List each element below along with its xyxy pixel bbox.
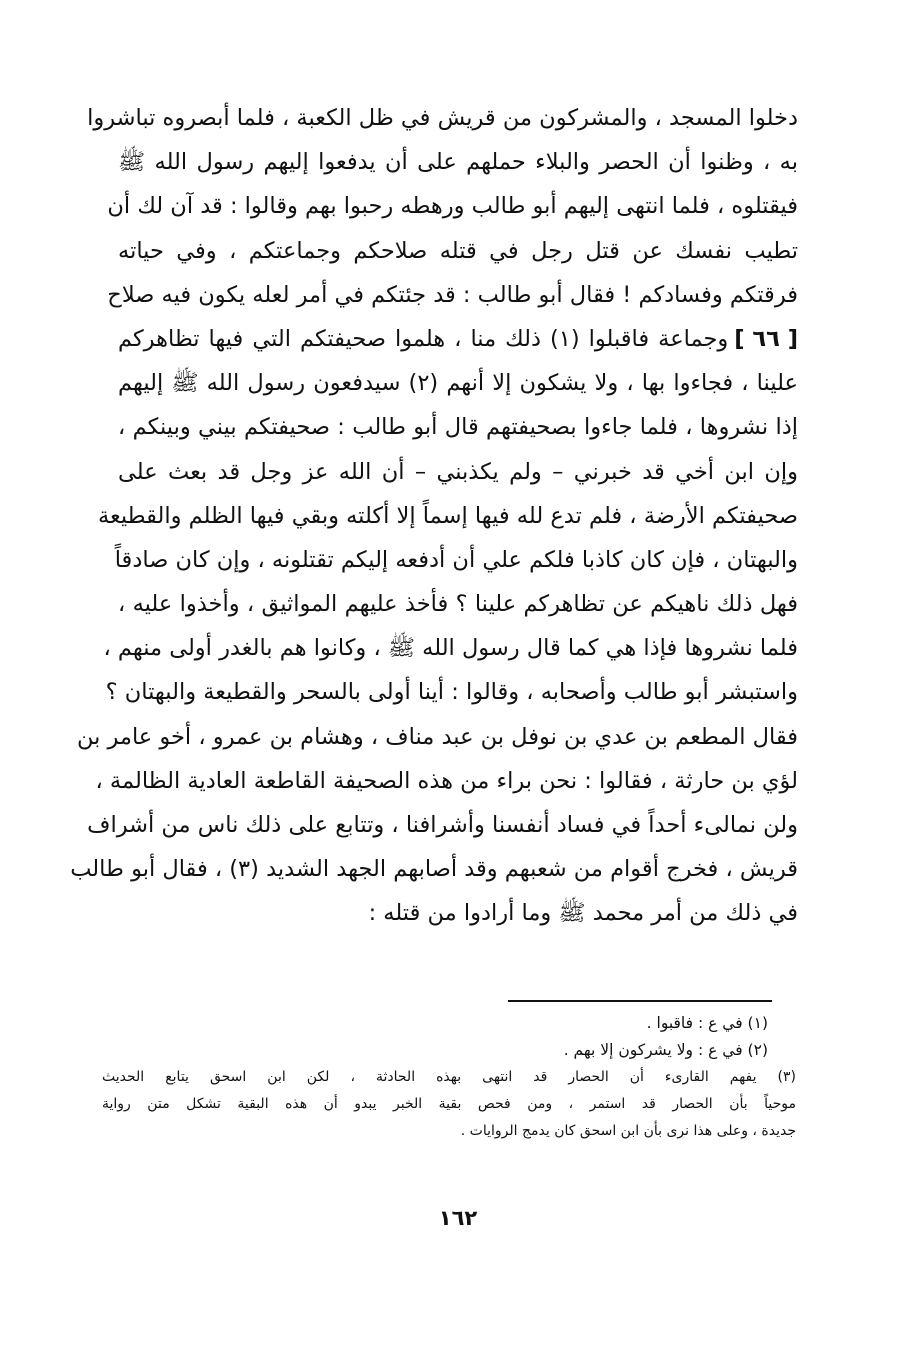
text-line: علينا ، فجاءوا بها ، ولا يشكون إلا أنهم (٢) سيدفعون رسول الله ﷺ إليهم — [118, 370, 798, 397]
text-line: ولن نمالىء أحداً في فساد أنفسنا وأشرافنا ، وتتابع على ذلك ناس من أشراف — [87, 812, 798, 838]
text-line: قريش ، فخرج أقوام من شعبهم وقد أصابهم الجهد الشديد (٣) ، فقال أبو طالب — [70, 856, 798, 883]
footnotes-block — [102, 1010, 796, 1145]
text-line: لؤي بن حارثة ، فقالوا : نحن براء من هذه الصحيفة القاطعة العادية الظالمة ، — [95, 767, 798, 794]
page-number: ١٦٢ — [438, 1206, 478, 1230]
text-line-last: في ذلك من أمر محمد ﷺ وما أرادوا من قتله : — [368, 900, 798, 927]
text-line: صحيفتكم الأرضة ، فلم تدع لله فيها إسماً إلا أكلته وبقي فيها الظلم والقطيعة — [97, 502, 798, 529]
text-line: وإن ابن أخي قد خبرني – ولم يكذبني – أن الله عز وجل قد بعث على — [118, 458, 798, 485]
text-line: فرقتكم وفسادكم ! فقال أبو طالب : قد جئتكم في أمر لعله يكون فيه صلاح — [107, 281, 798, 308]
text-line: إذا نشروها ، فلما جاءوا بصحيفتهم قال أبو طالب : صحيفتكم بيني وبينكم ، — [118, 414, 798, 441]
text-line: دخلوا المسجد ، والمشركون من قريش في ظل الكعبة ، فلما أبصروه تباشروا — [87, 105, 798, 131]
footnote-3-line-1: (٣) يفهم القارىء أن الحصار قد انتهى بهذه الحادثة ، لكن ابن اسحق يتابع الحديث — [102, 1069, 796, 1085]
text-line: فهل ذلك ناهيكم عن تظاهركم علينا ؟ فأخذ عليهم المواثيق ، وأخذوا عليه ، — [118, 591, 798, 618]
footnote-3-line-2: موحياً بأن الحصار قد استمر ، ومن فحص بقية الخبر يبدو أن هذه البقية تشكل متن رواية — [102, 1096, 796, 1112]
text-line: فقال المطعم بن عدي بن نوفل بن عبد مناف ، وهشام بن عمرو ، أخو عامر بن — [76, 723, 798, 750]
text-line: والبهتان ، فإن كان كاذبا فلكم علي أن أدفعه إليكم تقتلونه ، وإن كان صادقاً — [114, 546, 798, 573]
text-line: به ، وظنوا أن الحصر والبلاء حملهم على أن يدفعوا إليهم رسول الله ﷺ — [118, 149, 798, 176]
text-line: فلما نشروها فإذا هي كما قال رسول الله ﷺ ، وكانوا هم بالغدر أولى منهم ، — [103, 635, 798, 662]
footnote-1: (١) في ع : فاقبوا . — [646, 1014, 768, 1032]
footnote-2: (٢) في ع : ولا يشركون إلا بهم . — [563, 1041, 768, 1059]
text-line: فيقتلوه ، فلما انتهى إليهم أبو طالب ورهطه رحبوا بهم وقالوا : قد آن لك أن — [107, 193, 798, 220]
main-text-block — [70, 96, 798, 936]
text-line-with-page-marker — [118, 317, 798, 361]
text-line: واستبشر أبو طالب وأصحابه ، وقالوا : أينا أولى بالسحر والقطيعة والبهتان ؟ — [105, 679, 798, 706]
text-line: تطيب نفسك عن قتل رجل في قتله صلاحكم وجماعتكم ، وفي حياته — [118, 237, 798, 264]
original-page-marker: [ ٦٦ ] — [734, 325, 798, 352]
text-line-content: وجماعة فاقبلوا (١) ذلك منا ، هلموا صحيفتكم التي فيها تظاهركم — [118, 325, 729, 352]
footnote-separator-rule — [508, 1000, 772, 1002]
footnote-3-line-3: جديدة ، وعلى هذا نرى بأن ابن اسحق كان يدمج الروايات . — [460, 1123, 796, 1139]
